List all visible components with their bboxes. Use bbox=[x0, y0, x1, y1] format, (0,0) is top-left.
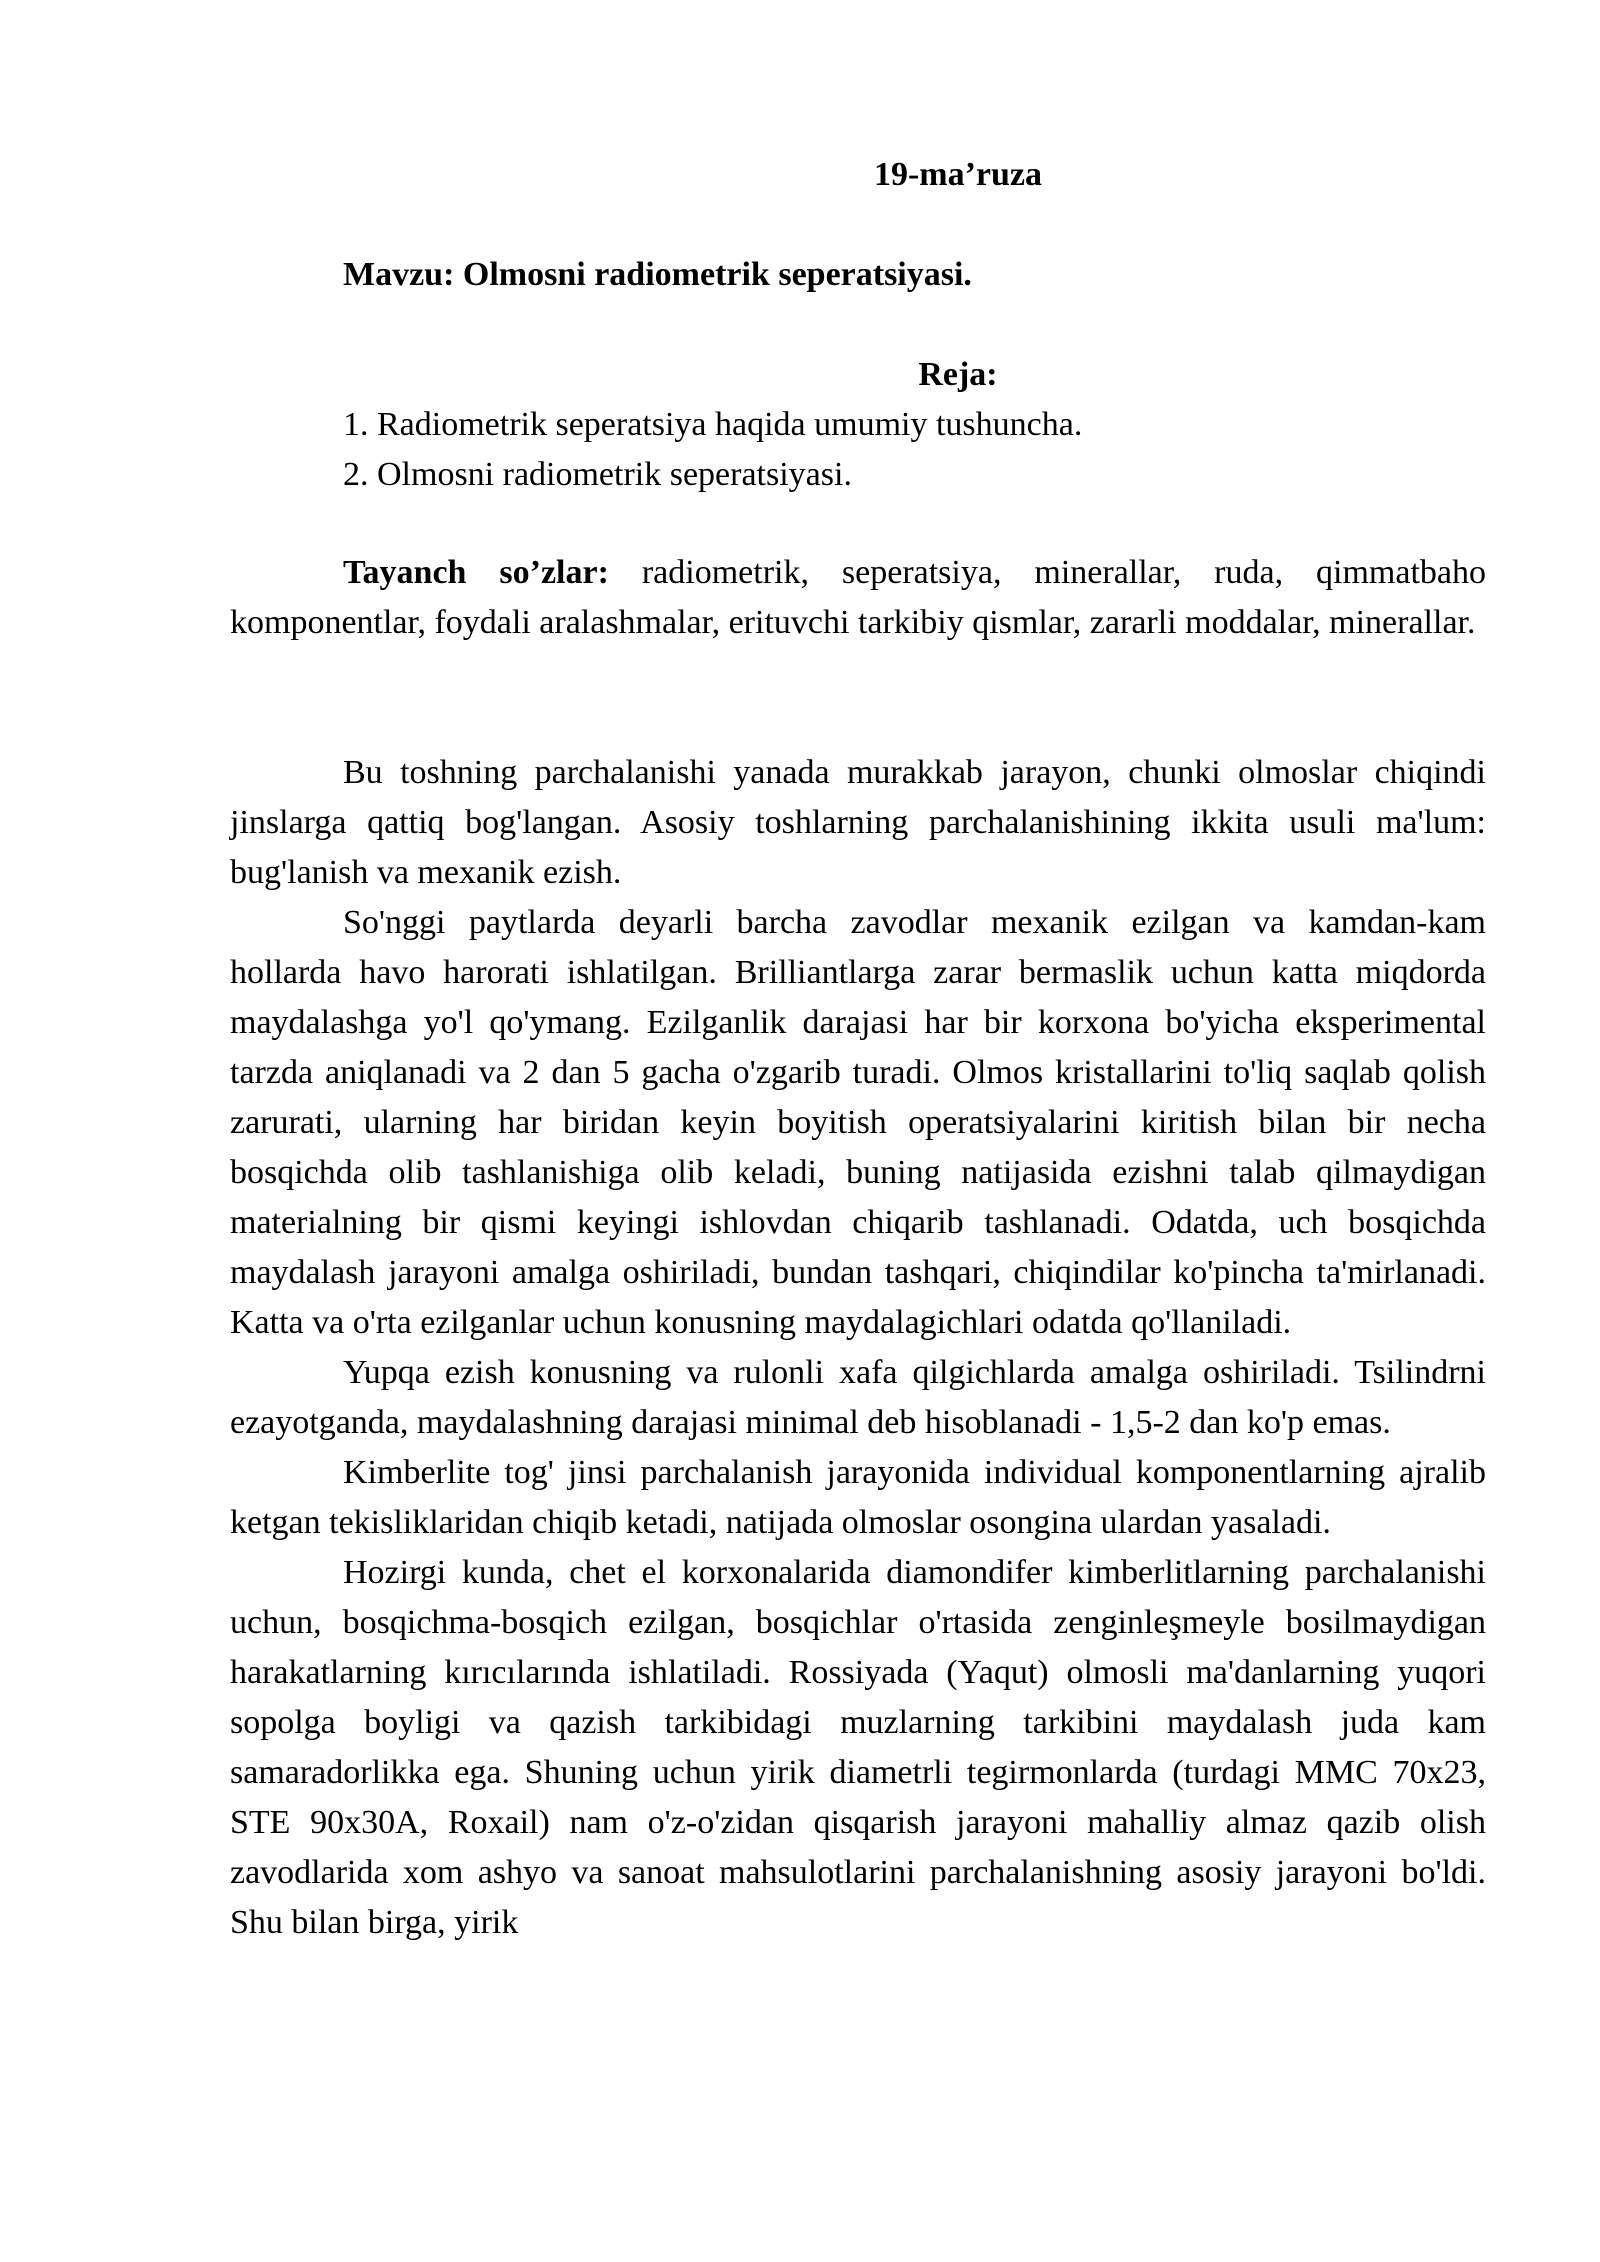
keywords-label: Tayanch so’zlar: bbox=[343, 554, 609, 591]
paragraph: Kimberlite tog' jinsi parchalanish jarayonida individual komponentlarning ajralib ketgan tekisliklaridan chiqib ketadi, natijada olmoslar osongina ulardan yasaladi. bbox=[230, 1454, 1486, 1541]
keywords-paragraph bbox=[230, 548, 1486, 648]
paragraph: Hozirgi kunda, chet el korxonalarida diamondifer kimberlitlarning parchalanishi uchun, bosqichma-bosqich ezilgan, bosqichlar o'rtasida zenginleşmeyle bosilmaydigan harakatlarning kırıcılarında ishlatiladi. Rossiyada (Yaqut) olmosli ma'danlarning yuqori sopolga boyligi va qazish tarkibidagi muzlarning tarkibini maydalash juda kam samaradorlikka ega. Shuning uchun yirik diametrli tegirmonlarda (turdagi MMC 70x23, STE 90x30A, Roxail) nam o'z-o'zidan qisqarish jarayoni mahalliy almaz qazib olish zavodlarida xom ashyo va sanoat mahsulotlarini parchalanishning asosiy jarayoni bo'ldi. Shu bilan birga, yirik bbox=[230, 1554, 1486, 1941]
keywords-text: radiometrik, seperatsiya, minerallar, ruda, qimmatbaho komponentlar, foydali aralashmalar, erituvchi tarkibiy qismlar, zararli moddalar, minerallar. bbox=[230, 554, 1486, 641]
plan-heading: Reja: bbox=[918, 356, 998, 393]
paragraph: Yupqa ezish konusning va rulonli xafa qilgichlarda amalga oshiriladi. Tsilindrni ezayotganda, maydalashning darajasi minimal deb hisoblanadi - 1,5-2 dan ko'p emas. bbox=[230, 1354, 1486, 1441]
plan-list bbox=[343, 400, 1082, 500]
plan-item: 2. Olmosni radiometrik seperatsiyasi. bbox=[343, 456, 852, 493]
paragraph: So'nggi paytlarda deyarli barcha zavodlar mexanik ezilgan va kamdan-kam hollarda havo harorati ishlatilgan. Brilliantlarga zarar bermaslik uchun katta miqdorda maydalashga yo'l qo'ymang. Ezilganlik darajasi har bir korxona bo'yicha eksperimental tarzda aniqlanadi va 2 dan 5 gacha o'zgarib turadi. Olmos kristallarini to'liq saqlab qolish zarurati, ularning har biridan keyin boyitish operatsiyalarini kiritish bilan bir necha bosqichda olib tashlanishiga olib keladi, buning natijasida ezishni talab qilmaydigan materialning bir qismi keyingi ishlovdan chiqarib tashlanadi. Odatda, uch bosqichda maydalash jarayoni amalga oshiriladi, bundan tashqari, chiqindilar ko'pincha ta'mirlanadi. Katta va o'rta ezilganlar uchun konusning maydalagichlari odatda qo'llaniladi. bbox=[230, 904, 1486, 1341]
lecture-number: 19-ma’ruza bbox=[873, 156, 1043, 193]
plan-item: 1. Radiometrik seperatsiya haqida umumiy tushuncha. bbox=[343, 406, 1083, 443]
keywords-section bbox=[230, 548, 1486, 648]
main-text bbox=[230, 748, 1486, 1948]
topic-title: Mavzu: Olmosni radiometrik seperatsiyasi. bbox=[343, 256, 972, 293]
paragraph: Bu toshning parchalanishi yanada murakkab jarayon, chunki olmoslar chiqindi jinslarga qattiq bog'langan. Asosiy toshlarning parchalanishining ikkita usuli ma'lum: bug'lanish va mexanik ezish. bbox=[230, 754, 1486, 891]
